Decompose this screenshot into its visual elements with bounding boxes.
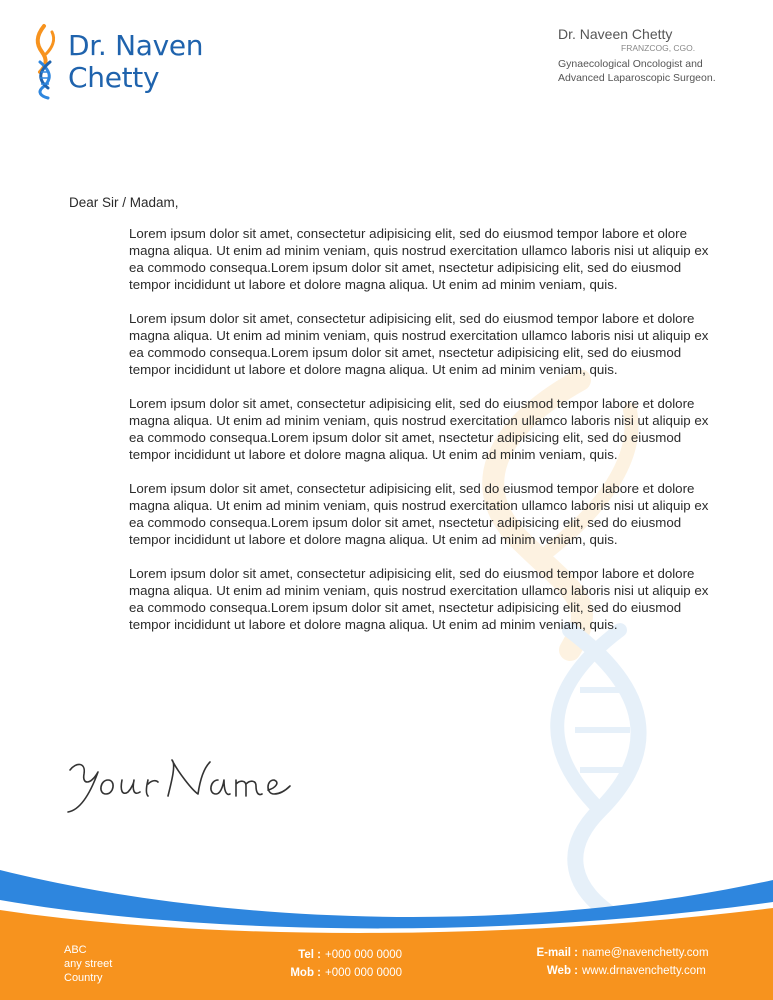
logo-line-1: Dr. Naven	[68, 29, 204, 62]
paragraph: Lorem ipsum dolor sit amet, consectetur adipisicing elit, sed do eiusmod tempor labore et dolore magna aliqua. Ut enim ad minim veniam, quis nostrud exercitation ullamco laboris nisi ut aliquip ex ea commodo consequa.Lorem ipsum dolor sit amet, nsectetur adipisicing elit, sed do eiusmod tempor incididunt ut labore et dolore magna aliqua. Ut enim ad minim veniam, quis.	[129, 566, 709, 632]
mob-label: Mob :	[290, 967, 321, 979]
letter-body	[129, 225, 721, 650]
dna-flame-icon	[30, 22, 70, 102]
web-label: Web :	[546, 965, 578, 977]
doctor-title	[558, 57, 748, 85]
email-row	[528, 944, 709, 962]
logo-line-2: Chetty	[68, 61, 160, 94]
paragraph: Lorem ipsum dolor sit amet, consectetur adipisicing elit, sed do eiusmod tempor labore et dolore magna aliqua. Ut enim ad minim veniam, quis nostrud exercitation ullamco laboris nisi ut aliquip ex ea commodo consequa.Lorem ipsum dolor sit amet, nsectetur adipisicing elit, sed do eiusmod tempor incididunt ut labore et dolore magna aliqua. Ut enim ad minim veniam, quis.	[129, 311, 709, 377]
email-value[interactable]: name@navenchetty.com	[582, 947, 709, 959]
letterhead-details	[558, 26, 748, 85]
address-line-1: ABC	[64, 944, 87, 956]
paragraph: Lorem ipsum dolor sit amet, consectetur adipisicing elit, sed do eiusmod tempor labore et dolore magna aliqua. Ut enim ad minim veniam, quis nostrud exercitation ullamco laboris nisi ut aliquip ex ea commodo consequa.Lorem ipsum dolor sit amet, nsectetur adipisicing elit, sed do eiusmod tempor incididunt ut labore et dolore magna aliqua. Ut enim ad minim veniam, quis.	[129, 396, 709, 462]
address-line-2: any street	[64, 958, 113, 970]
web-row	[528, 962, 709, 980]
tel-value: +000 000 0000	[325, 949, 403, 961]
footer-address	[64, 943, 112, 985]
address-line-3: Country	[64, 972, 103, 984]
salutation: Dear Sir / Madam,	[69, 195, 179, 210]
signature	[60, 750, 320, 820]
email-label: E-mail :	[536, 947, 578, 959]
mob-value: +000 000 0000	[325, 967, 403, 979]
mob-row	[283, 964, 402, 982]
doctor-title-line-1: Gynaecological Oncologist and	[558, 58, 703, 70]
paragraph: Lorem ipsum dolor sit amet, consectetur adipisicing elit, sed do eiusmod tempor labore et dolore magna aliqua. Ut enim ad minim veniam, quis nostrud exercitation ullamco laboris nisi ut aliquip ex ea commodo consequa.Lorem ipsum dolor sit amet, nsectetur adipisicing elit, sed do eiusmod tempor incididunt ut labore et dolore magna aliqua. Ut enim ad minim veniam, quis.	[129, 481, 709, 547]
footer-phones	[283, 946, 402, 982]
paragraph: Lorem ipsum dolor sit amet, consectetur adipisicing elit, sed do eiusmod tempor labore et olore magna aliqua. Ut enim ad minim veniam, quis nostrud exercitation ullamco laboris nisi ut aliquip ex ea commodo consequa.Lorem ipsum dolor sit amet, nsectetur adipisicing elit, sed do eiusmod tempor incididunt ut labore et dolore magna aliqua. Ut enim ad minim veniam, quis.	[129, 226, 709, 292]
doctor-qualifications: FRANZCOG, CGO.	[621, 43, 696, 53]
web-value[interactable]: www.drnavenchetty.com	[582, 965, 706, 977]
doctor-name: Dr. Naveen Chetty	[558, 26, 673, 42]
tel-label: Tel :	[298, 949, 321, 961]
logo-wordmark	[68, 30, 203, 94]
footer-web	[528, 944, 709, 980]
doctor-title-line-2: Advanced Laparoscopic Surgeon.	[558, 72, 716, 84]
tel-row	[283, 946, 402, 964]
